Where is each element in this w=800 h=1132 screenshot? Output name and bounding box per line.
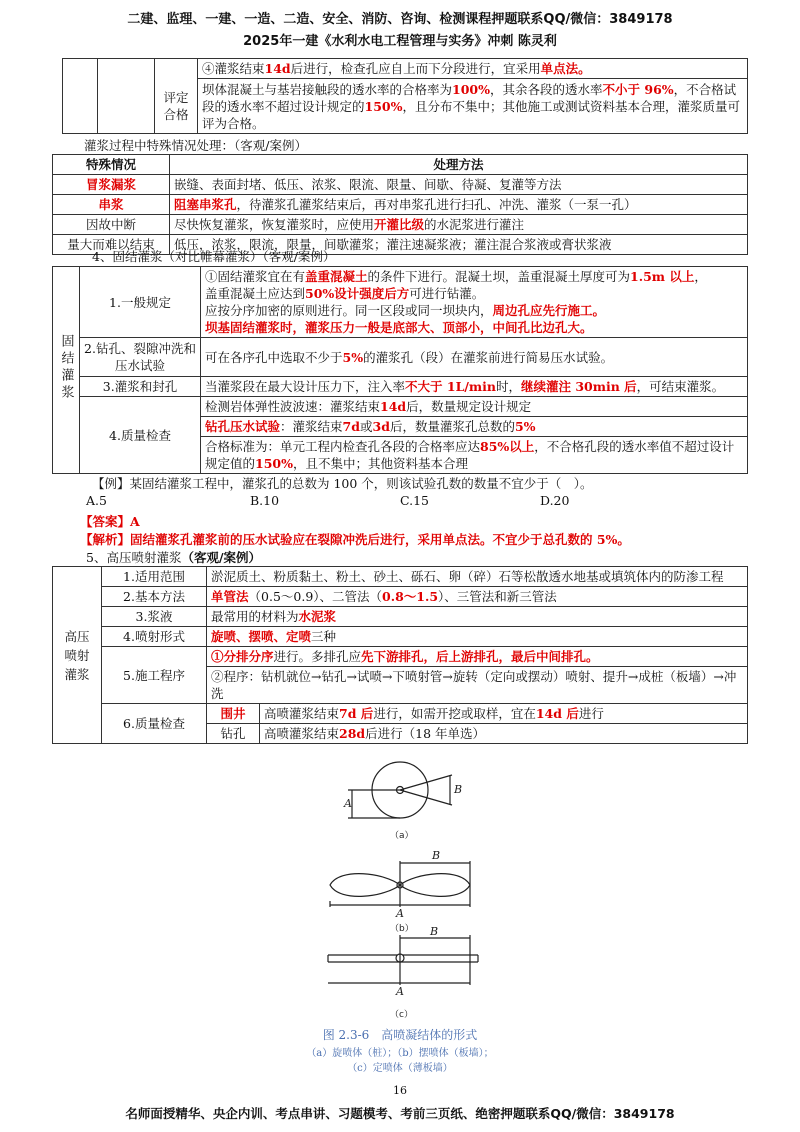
consolidation-side: 固结灌浆	[53, 267, 80, 474]
cons-r3: 当灌浆段在最大设计压力下，注入率不大于 1L/min时，继续灌注 30min 后，可结束灌浆。	[201, 377, 748, 397]
figure-sub1: （a）旋喷体（桩）；（b）摆喷体（板墙）；	[306, 1048, 494, 1059]
special-v-1: 阻塞串浆孔，待灌浆孔灌浆结束后，再对串浆孔进行扫孔、冲洗、灌浆（一泵一孔）	[170, 195, 748, 215]
eval-label: 评定合格	[155, 79, 198, 134]
fig-label-a: （a）	[390, 831, 414, 841]
example-question: 【例】某固结灌浆工程中，灌浆孔的总数为 100 个，则该试验孔数的数量不宜少于（ ）。	[92, 476, 593, 491]
cons-r2-label: 2.钻孔、裂隙冲洗和压水试验	[80, 338, 201, 377]
jet-side: 高压喷射灌浆	[53, 567, 102, 744]
consolidation-title: 4、固结灌浆（对比帷幕灌浆）（客观/案例）	[92, 249, 336, 264]
jet-r6a-key: 围井	[207, 704, 260, 724]
option-b: B.10	[250, 493, 280, 508]
jet-r3: 最常用的材料为水泥浆	[207, 607, 748, 627]
jet-r2-label: 2.基本方法	[102, 587, 207, 607]
jet-title: 5、高压喷射灌浆（客观/案例）	[86, 550, 262, 565]
dim-a-label-b: A	[396, 907, 404, 920]
special-intro: 灌浆过程中特殊情况处理：（客观/案例）	[84, 138, 307, 153]
jet-r2: 单管法（0.5～0.9）、二管法（0.8～1.5）、三管法和新三管法	[207, 587, 748, 607]
jet-table	[52, 566, 748, 744]
special-k-0: 冒浆漏浆	[53, 175, 170, 195]
fig-label-b: （b）	[390, 924, 414, 934]
special-table	[52, 154, 748, 255]
option-a: A.5	[86, 493, 107, 508]
jet-r4-label: 4.喷射形式	[102, 627, 207, 647]
jet-grout-figure	[300, 755, 500, 1025]
special-v-0: 嵌缝、表面封堵、低压、浓浆、限流、限量、间歇、待凝、复灌等方法	[170, 175, 748, 195]
jet-r1: 淤泥质土、粉质黏土、粉土、砂土、砾石、卵（碎）石等松散透水地基或填筑体内的防渗工程	[207, 567, 748, 587]
special-v-3: 低压，浓浆，限流，限量，间歇灌浆；灌注速凝浆液；灌注混合浆液或膏状浆液	[170, 235, 748, 255]
page-number: 16	[393, 1084, 407, 1097]
jet-r5-2: ②程序：钻机就位→钻孔→试喷→下喷射管→旋转（定向或摆动）喷射、提升→成桩（板墙）→冲洗	[207, 667, 748, 704]
special-k-1: 串浆	[53, 195, 170, 215]
special-v-2: 尽快恢复灌浆，恢复灌浆时，应使用开灌比级的水泥浆进行灌注	[170, 215, 748, 235]
fig-label-c: （c）	[390, 1010, 413, 1020]
cons-r4-l3: 合格标准为：单元工程内检查孔各段的合格率应达85%以上，不合格孔段的透水率值不超过设计规定值的150%，且不集中；其他资料基本合理	[201, 437, 748, 474]
dim-a-label-a: A	[344, 797, 352, 810]
example-answer: 【答案】A	[80, 514, 140, 529]
page-title: 2025年一建《水利水电工程管理与实务》冲刺 陈灵利	[243, 34, 557, 49]
col-method: 处理方法	[170, 155, 748, 175]
cons-r4-l2: 钻孔压水试验：灌浆结束7d或3d后，数量灌浆孔总数的5%	[201, 417, 748, 437]
top-table	[62, 58, 748, 134]
option-d: D.20	[540, 493, 570, 508]
option-c: C.15	[400, 493, 429, 508]
jet-r5-1: ①分排分序进行。多排孔应先下游排孔，后上游排孔，最后中间排孔。	[207, 647, 748, 667]
jet-r3-label: 3.浆液	[102, 607, 207, 627]
jet-r6-label: 6.质量检查	[102, 704, 207, 744]
dim-b-label-b: B	[432, 849, 441, 862]
jet-r5-label: 5.施工程序	[102, 647, 207, 704]
cons-r1: ①固结灌浆宜在有盖重混凝土的条件下进行。混凝土坝，盖重混凝土厚度可为1.5m 以上， 盖重混凝土应达到50%设计强度后方可进行钻灌。 应按分序加密的原则进行。同一区段或同一坝块内，周边孔应先行施工。 坝基固结灌浆时，灌浆压力一般是底部大、顶部小，中间孔比边孔大。	[201, 267, 748, 338]
top-row1: ④灌浆结束14d后进行，检查孔应自上而下分段进行，宜采用单点法。	[198, 59, 748, 79]
cons-r3-label: 3.灌浆和封孔	[80, 377, 201, 397]
example-analysis: 【解析】固结灌浆孔灌浆前的压水试验应在裂隙冲洗后进行，采用单点法。不宜少于总孔数的 5%。	[80, 532, 630, 547]
jet-r6b-key: 钻孔	[207, 724, 260, 744]
cons-r1-label: 1.一般规定	[80, 267, 201, 338]
dim-a-label-c: A	[396, 985, 404, 998]
cons-r4-label: 4.质量检查	[80, 397, 201, 474]
jet-r4: 旋喷、摆喷、定喷三种	[207, 627, 748, 647]
jet-r1-label: 1.适用范围	[102, 567, 207, 587]
jet-r6a: 高喷灌浆结束7d 后进行，如需开挖或取样，宜在14d 后进行	[260, 704, 748, 724]
dim-b-label-a: B	[454, 783, 463, 796]
figure-sub2: （c）定喷体（薄板墙）	[347, 1063, 453, 1074]
jet-r6b: 高喷灌浆结束28d后进行（18 年单选）	[260, 724, 748, 744]
consolidation-table	[52, 266, 748, 474]
cons-r4-l1: 检测岩体弹性波波速：灌浆结束14d后，数量规定设计规定	[201, 397, 748, 417]
footer-contact: 名师面授精华、央企内训、考点串讲、习题模考、考前三页纸、绝密押题联系QQ/微信：3849178	[125, 1106, 675, 1121]
special-k-2: 因故中断	[53, 215, 170, 235]
special-k-3: 量大而难以结束	[53, 235, 170, 255]
figure-caption: 图 2.3-6 高喷凝结体的形式	[322, 1028, 478, 1042]
col-special: 特殊情况	[53, 155, 170, 175]
cons-r2: 可在各序孔中选取不少于5%的灌浆孔（段）在灌浆前进行简易压水试验。	[201, 338, 748, 377]
top-row2: 坝体混凝土与基岩接触段的透水率的合格率为100%，其余各段的透水率不小于 96%，不合格试段的透水率不超过设计规定的150%，且分布不集中；其他施工或测试资料基本合理，灌浆质量可评为合格。	[198, 79, 748, 134]
header-contact: 二建、监理、一建、一造、二造、安全、消防、咨询、检测课程押题联系QQ/微信：3849178	[127, 12, 673, 27]
dim-b-label-c: B	[430, 925, 439, 938]
